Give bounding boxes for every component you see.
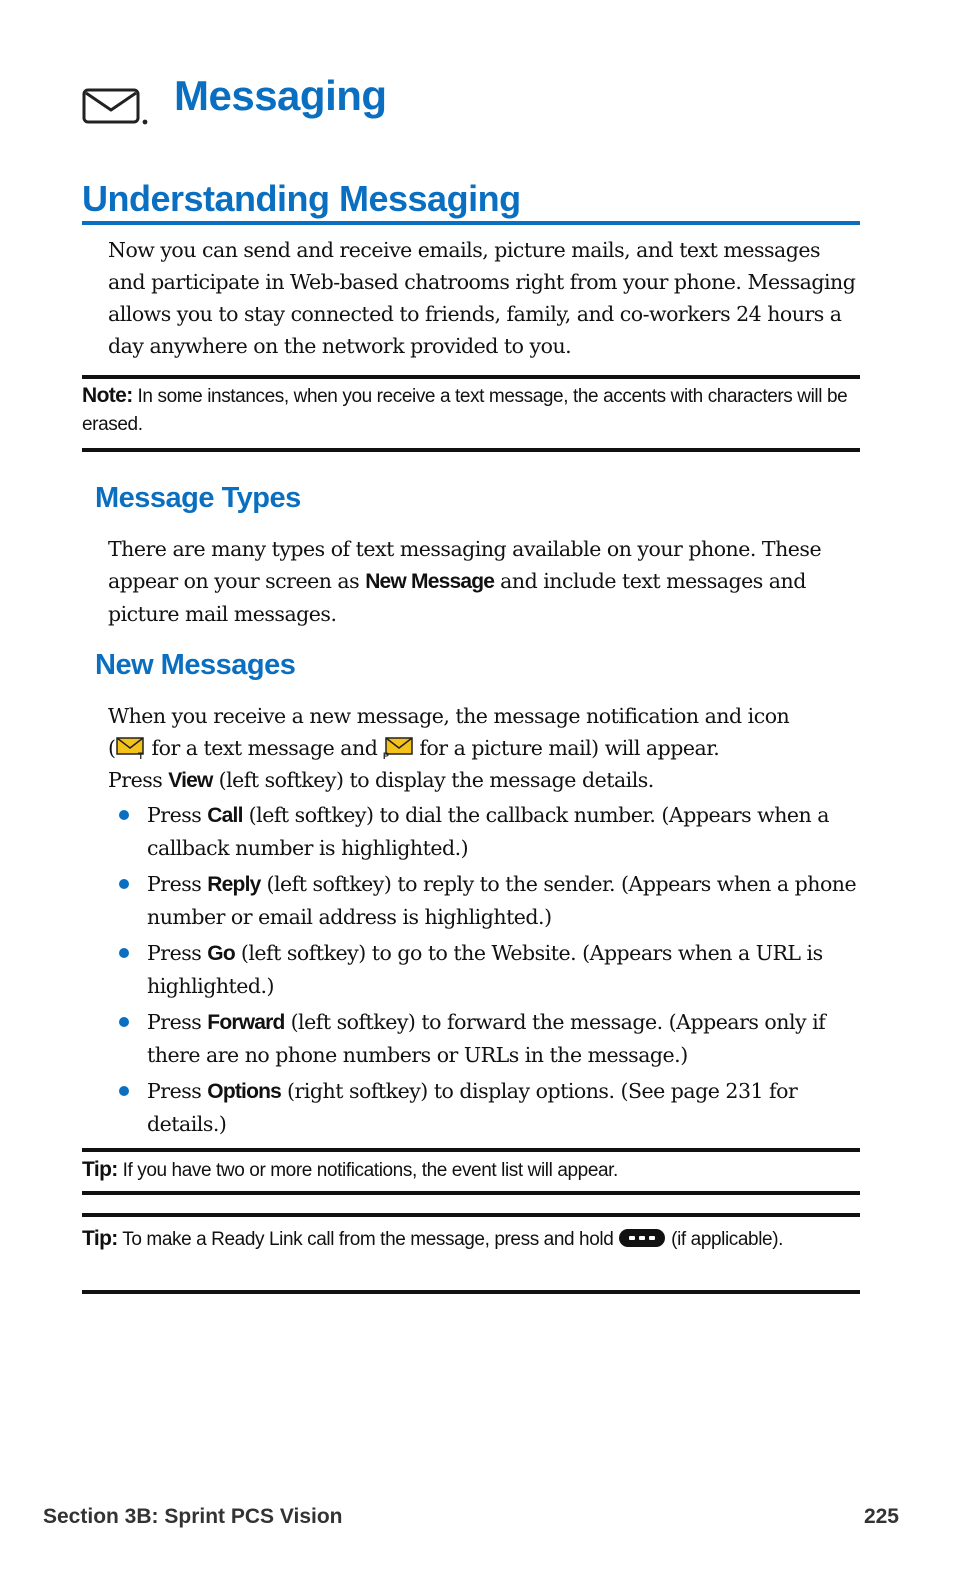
bullet-text: (left softkey) to reply to the sender. (Appears when a phone number or email address is highlighted.) (147, 872, 857, 929)
tip-box-ready-link (82, 1213, 860, 1294)
bullet-text: (left softkey) to go to the Website. (Appears when a URL is highlighted.) (147, 941, 823, 998)
chapter-title: Messaging (174, 72, 387, 119)
message-types-text-before: There are many types of text messaging available on your phone. These appear on your screen as (108, 537, 822, 593)
tip-label: Tip: (82, 1158, 118, 1181)
envelope-icon (82, 84, 150, 128)
forward-key: Forward (207, 1011, 285, 1034)
note-text: In some instances, when you receive a text message, the accents with characters will be erased. (82, 386, 848, 435)
tip-text-before: To make a Ready Link call from the message, press and hold (117, 1229, 619, 1250)
view-key: View (168, 769, 213, 792)
bullet-dot (119, 1086, 129, 1096)
press-text: Press (147, 941, 208, 965)
press-text: Press (147, 1010, 208, 1034)
section-title: Understanding Messaging (82, 178, 860, 225)
open-paren: ( (108, 736, 116, 760)
press-text: Press (147, 803, 208, 827)
new-messages-line1: When you receive a new message, the message notification and icon (108, 704, 790, 728)
text-message-caption: for a text message and (145, 736, 384, 760)
ready-link-button-icon (618, 1228, 666, 1248)
list-item (108, 1006, 860, 1071)
press-text: Press (108, 768, 169, 792)
list-item (108, 1075, 860, 1140)
options-key: Options (207, 1080, 282, 1103)
softkey-list (108, 799, 860, 1144)
bullet-dot (119, 948, 129, 958)
call-key: Call (207, 804, 243, 827)
picture-mail-icon (383, 735, 413, 759)
go-key: Go (207, 942, 235, 965)
tip-box-notifications (82, 1148, 860, 1195)
text-message-icon (116, 735, 146, 759)
tip-text: If you have two or more notifications, the event list will appear. (117, 1160, 618, 1181)
page-footer (43, 1505, 899, 1529)
bullet-text: (left softkey) to dial the callback number. (Appears when a callback number is highlighted.) (147, 803, 829, 860)
intro-paragraph: Now you can send and receive emails, picture mails, and text messages and participate in Web-based chatrooms right from your phone. Messaging allows you to stay connected to friends, family, and co-workers 24 hours a day anywhere on the network provided to you. (108, 238, 856, 358)
list-item (108, 799, 860, 864)
reply-key: Reply (207, 873, 261, 896)
page-number: 225 (863, 1505, 899, 1528)
bullet-dot (119, 810, 129, 820)
bullet-dot (119, 879, 129, 889)
press-text: Press (147, 872, 208, 896)
list-item (108, 937, 860, 1002)
list-item (108, 868, 860, 933)
note-label: Note: (82, 384, 133, 407)
tip-label: Tip: (82, 1227, 118, 1250)
message-types-paragraph (108, 533, 860, 630)
bullet-text: (right softkey) to display options. (See page 231 for details.) (147, 1079, 798, 1136)
chapter-header (82, 72, 782, 132)
new-messages-heading: New Messages (95, 649, 296, 681)
message-types-heading: Message Types (95, 482, 301, 514)
note-box (82, 375, 860, 452)
bullet-dot (119, 1017, 129, 1027)
svg-text:P: P (383, 751, 389, 759)
footer-section: Section 3B: Sprint PCS Vision (43, 1505, 343, 1528)
picture-mail-caption: for a picture mail) will appear. (413, 736, 720, 760)
new-messages-line3 (108, 764, 860, 797)
svg-text:T: T (137, 751, 143, 759)
bullet-text: (left softkey) to forward the message. (Appears only if there are no phone numbers or URLs in the message.) (147, 1010, 826, 1067)
message-types-text-after: and include text messages and picture mail messages. (108, 569, 806, 626)
press-text: Press (147, 1079, 208, 1103)
new-messages-paragraph (108, 700, 860, 797)
new-messages-line2 (108, 732, 860, 764)
new-message-term: New Message (365, 570, 495, 593)
tip-text-after: (if applicable). (666, 1229, 784, 1250)
view-description: (left softkey) to display the message details. (212, 768, 654, 792)
